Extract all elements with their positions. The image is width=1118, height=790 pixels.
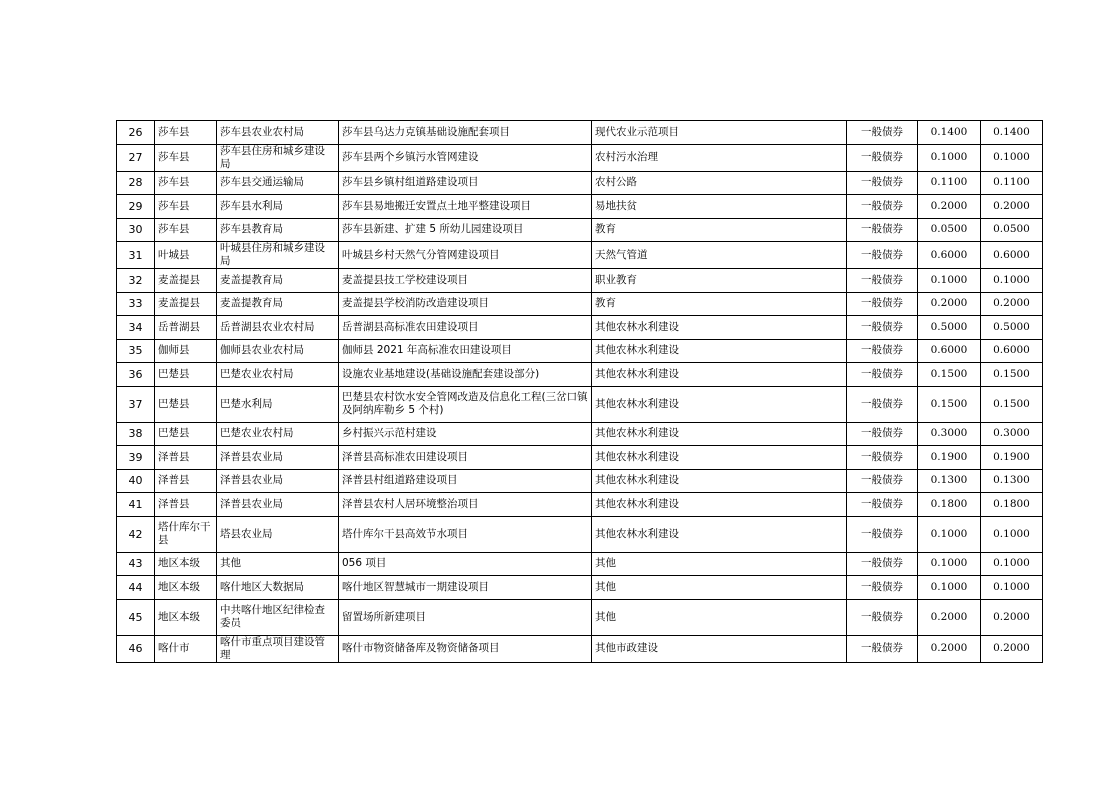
amount-issued-cell: 0.1800 [981, 493, 1043, 517]
row-number: 31 [117, 242, 155, 269]
category-cell: 其他农林水利建设 [592, 469, 847, 493]
amount-cell: 0.2000 [918, 195, 981, 219]
table-row [117, 576, 1043, 600]
amount-issued-cell: 0.1000 [981, 269, 1043, 293]
county-cell: 泽普县 [155, 469, 217, 493]
category-cell: 其他农林水利建设 [592, 386, 847, 422]
project-name-cell: 莎车县新建、扩建 5 所幼儿园建设项目 [339, 218, 592, 242]
project-name-cell: 莎车县乌达力克镇基础设施配套项目 [339, 121, 592, 145]
amount-cell: 0.1000 [918, 576, 981, 600]
amount-issued-cell: 0.6000 [981, 242, 1043, 269]
amount-cell: 0.1500 [918, 386, 981, 422]
table-row [117, 469, 1043, 493]
table-row [117, 339, 1043, 363]
agency-cell: 塔县农业局 [217, 516, 339, 552]
amount-issued-cell: 0.2000 [981, 195, 1043, 219]
project-name-cell: 喀什地区智慧城市一期建设项目 [339, 576, 592, 600]
project-name-cell: 麦盖提县学校消防改造建设项目 [339, 292, 592, 316]
project-name-cell: 泽普县农村人居环境整治项目 [339, 493, 592, 517]
row-number: 45 [117, 599, 155, 635]
project-name-cell: 巴楚县农村饮水安全管网改造及信息化工程(三岔口镇及阿纳库勒乡 5 个村) [339, 386, 592, 422]
project-name-cell: 伽师县 2021 年高标准农田建设项目 [339, 339, 592, 363]
table-body [117, 121, 1043, 663]
category-cell: 其他农林水利建设 [592, 316, 847, 340]
county-cell: 莎车县 [155, 218, 217, 242]
bond-type-cell: 一般债券 [847, 144, 918, 171]
project-name-cell: 莎车县易地搬迁安置点土地平整建设项目 [339, 195, 592, 219]
project-name-cell: 莎车县乡镇村组道路建设项目 [339, 171, 592, 195]
row-number: 28 [117, 171, 155, 195]
bond-type-cell: 一般债券 [847, 576, 918, 600]
amount-cell: 0.2000 [918, 635, 981, 662]
county-cell: 莎车县 [155, 121, 217, 145]
county-cell: 塔什库尔干县 [155, 516, 217, 552]
table-row [117, 121, 1043, 145]
project-name-cell: 岳普湖县高标准农田建设项目 [339, 316, 592, 340]
category-cell: 农村污水治理 [592, 144, 847, 171]
row-number: 29 [117, 195, 155, 219]
bond-type-cell: 一般债券 [847, 269, 918, 293]
table-row [117, 363, 1043, 387]
amount-issued-cell: 0.0500 [981, 218, 1043, 242]
row-number: 46 [117, 635, 155, 662]
amount-issued-cell: 0.1900 [981, 446, 1043, 470]
table-row [117, 195, 1043, 219]
amount-issued-cell: 0.1300 [981, 469, 1043, 493]
amount-issued-cell: 0.5000 [981, 316, 1043, 340]
agency-cell: 巴楚水利局 [217, 386, 339, 422]
amount-cell: 0.1000 [918, 552, 981, 576]
project-name-cell: 叶城县乡村天然气分管网建设项目 [339, 242, 592, 269]
bond-type-cell: 一般债券 [847, 121, 918, 145]
table-row [117, 316, 1043, 340]
county-cell: 巴楚县 [155, 363, 217, 387]
agency-cell: 中共喀什地区纪律检查委员 [217, 599, 339, 635]
county-cell: 麦盖提县 [155, 292, 217, 316]
agency-cell: 麦盖提教育局 [217, 292, 339, 316]
row-number: 42 [117, 516, 155, 552]
category-cell: 农村公路 [592, 171, 847, 195]
amount-issued-cell: 0.1000 [981, 576, 1043, 600]
amount-cell: 0.1800 [918, 493, 981, 517]
project-name-cell: 泽普县高标准农田建设项目 [339, 446, 592, 470]
category-cell: 其他农林水利建设 [592, 339, 847, 363]
agency-cell: 莎车县农业农村局 [217, 121, 339, 145]
table-row [117, 144, 1043, 171]
table-row [117, 635, 1043, 662]
amount-issued-cell: 0.6000 [981, 339, 1043, 363]
table-row [117, 292, 1043, 316]
bond-type-cell: 一般债券 [847, 242, 918, 269]
county-cell: 莎车县 [155, 171, 217, 195]
project-name-cell: 泽普县村组道路建设项目 [339, 469, 592, 493]
amount-issued-cell: 0.1400 [981, 121, 1043, 145]
project-name-cell: 留置场所新建项目 [339, 599, 592, 635]
county-cell: 地区本级 [155, 599, 217, 635]
agency-cell: 喀什市重点项目建设管理 [217, 635, 339, 662]
project-name-cell: 喀什市物资储备库及物资储备项目 [339, 635, 592, 662]
bond-type-cell: 一般债券 [847, 386, 918, 422]
table-row [117, 516, 1043, 552]
county-cell: 巴楚县 [155, 422, 217, 446]
row-number: 36 [117, 363, 155, 387]
agency-cell: 麦盖提教育局 [217, 269, 339, 293]
amount-cell: 0.6000 [918, 242, 981, 269]
amount-issued-cell: 0.1500 [981, 363, 1043, 387]
table-row [117, 218, 1043, 242]
amount-issued-cell: 0.2000 [981, 635, 1043, 662]
amount-issued-cell: 0.1100 [981, 171, 1043, 195]
bond-type-cell: 一般债券 [847, 316, 918, 340]
county-cell: 伽师县 [155, 339, 217, 363]
category-cell: 教育 [592, 292, 847, 316]
category-cell: 其他农林水利建设 [592, 493, 847, 517]
category-cell: 其他农林水利建设 [592, 363, 847, 387]
county-cell: 地区本级 [155, 576, 217, 600]
amount-cell: 0.1000 [918, 144, 981, 171]
county-cell: 叶城县 [155, 242, 217, 269]
bond-type-cell: 一般债券 [847, 469, 918, 493]
county-cell: 泽普县 [155, 446, 217, 470]
row-number: 35 [117, 339, 155, 363]
row-number: 37 [117, 386, 155, 422]
project-name-cell: 056 项目 [339, 552, 592, 576]
table-row [117, 269, 1043, 293]
row-number: 43 [117, 552, 155, 576]
project-name-cell: 设施农业基地建设(基础设施配套建设部分) [339, 363, 592, 387]
agency-cell: 莎车县水利局 [217, 195, 339, 219]
row-number: 26 [117, 121, 155, 145]
category-cell: 职业教育 [592, 269, 847, 293]
bond-type-cell: 一般债券 [847, 171, 918, 195]
project-name-cell: 乡村振兴示范村建设 [339, 422, 592, 446]
category-cell: 其他农林水利建设 [592, 446, 847, 470]
category-cell: 天然气管道 [592, 242, 847, 269]
amount-issued-cell: 0.3000 [981, 422, 1043, 446]
amount-cell: 0.0500 [918, 218, 981, 242]
bond-type-cell: 一般债券 [847, 552, 918, 576]
amount-cell: 0.2000 [918, 292, 981, 316]
category-cell: 其他 [592, 599, 847, 635]
bond-type-cell: 一般债券 [847, 292, 918, 316]
table-row [117, 552, 1043, 576]
row-number: 41 [117, 493, 155, 517]
agency-cell: 泽普县农业局 [217, 469, 339, 493]
bond-type-cell: 一般债券 [847, 493, 918, 517]
amount-cell: 0.3000 [918, 422, 981, 446]
amount-issued-cell: 0.1000 [981, 552, 1043, 576]
county-cell: 地区本级 [155, 552, 217, 576]
amount-cell: 0.1000 [918, 516, 981, 552]
agency-cell: 岳普湖县农业农村局 [217, 316, 339, 340]
project-name-cell: 麦盖提县技工学校建设项目 [339, 269, 592, 293]
bond-type-cell: 一般债券 [847, 516, 918, 552]
county-cell: 莎车县 [155, 144, 217, 171]
category-cell: 教育 [592, 218, 847, 242]
amount-cell: 0.1300 [918, 469, 981, 493]
county-cell: 岳普湖县 [155, 316, 217, 340]
amount-cell: 0.1400 [918, 121, 981, 145]
agency-cell: 泽普县农业局 [217, 446, 339, 470]
table-row [117, 422, 1043, 446]
agency-cell: 其他 [217, 552, 339, 576]
agency-cell: 莎车县交通运输局 [217, 171, 339, 195]
bond-type-cell: 一般债券 [847, 599, 918, 635]
county-cell: 巴楚县 [155, 386, 217, 422]
table-row [117, 599, 1043, 635]
amount-issued-cell: 0.1500 [981, 386, 1043, 422]
row-number: 33 [117, 292, 155, 316]
agency-cell: 喀什地区大数据局 [217, 576, 339, 600]
agency-cell: 伽师县农业农村局 [217, 339, 339, 363]
amount-issued-cell: 0.1000 [981, 516, 1043, 552]
amount-cell: 0.5000 [918, 316, 981, 340]
county-cell: 莎车县 [155, 195, 217, 219]
row-number: 32 [117, 269, 155, 293]
county-cell: 喀什市 [155, 635, 217, 662]
amount-issued-cell: 0.2000 [981, 292, 1043, 316]
row-number: 44 [117, 576, 155, 600]
table-row [117, 386, 1043, 422]
table-row [117, 171, 1043, 195]
bond-type-cell: 一般债券 [847, 339, 918, 363]
table-row [117, 446, 1043, 470]
row-number: 38 [117, 422, 155, 446]
row-number: 27 [117, 144, 155, 171]
category-cell: 其他 [592, 576, 847, 600]
bond-type-cell: 一般债券 [847, 446, 918, 470]
row-number: 30 [117, 218, 155, 242]
amount-issued-cell: 0.1000 [981, 144, 1043, 171]
category-cell: 易地扶贫 [592, 195, 847, 219]
bond-type-cell: 一般债券 [847, 218, 918, 242]
bond-type-cell: 一般债券 [847, 635, 918, 662]
bond-type-cell: 一般债券 [847, 195, 918, 219]
category-cell: 其他市政建设 [592, 635, 847, 662]
row-number: 40 [117, 469, 155, 493]
agency-cell: 叶城县住房和城乡建设局 [217, 242, 339, 269]
agency-cell: 莎车县住房和城乡建设局 [217, 144, 339, 171]
agency-cell: 巴楚农业农村局 [217, 363, 339, 387]
county-cell: 麦盖提县 [155, 269, 217, 293]
bond-project-table [116, 120, 1043, 663]
project-name-cell: 莎车县两个乡镇污水管网建设 [339, 144, 592, 171]
table-row [117, 242, 1043, 269]
category-cell: 其他农林水利建设 [592, 516, 847, 552]
amount-cell: 0.1000 [918, 269, 981, 293]
amount-cell: 0.1100 [918, 171, 981, 195]
bond-type-cell: 一般债券 [847, 422, 918, 446]
amount-issued-cell: 0.2000 [981, 599, 1043, 635]
category-cell: 现代农业示范项目 [592, 121, 847, 145]
row-number: 34 [117, 316, 155, 340]
row-number: 39 [117, 446, 155, 470]
category-cell: 其他农林水利建设 [592, 422, 847, 446]
project-name-cell: 塔什库尔干县高效节水项目 [339, 516, 592, 552]
agency-cell: 泽普县农业局 [217, 493, 339, 517]
amount-cell: 0.1900 [918, 446, 981, 470]
table-row [117, 493, 1043, 517]
amount-cell: 0.6000 [918, 339, 981, 363]
county-cell: 泽普县 [155, 493, 217, 517]
bond-type-cell: 一般债券 [847, 363, 918, 387]
agency-cell: 莎车县教育局 [217, 218, 339, 242]
agency-cell: 巴楚农业农村局 [217, 422, 339, 446]
category-cell: 其他 [592, 552, 847, 576]
amount-cell: 0.2000 [918, 599, 981, 635]
amount-cell: 0.1500 [918, 363, 981, 387]
